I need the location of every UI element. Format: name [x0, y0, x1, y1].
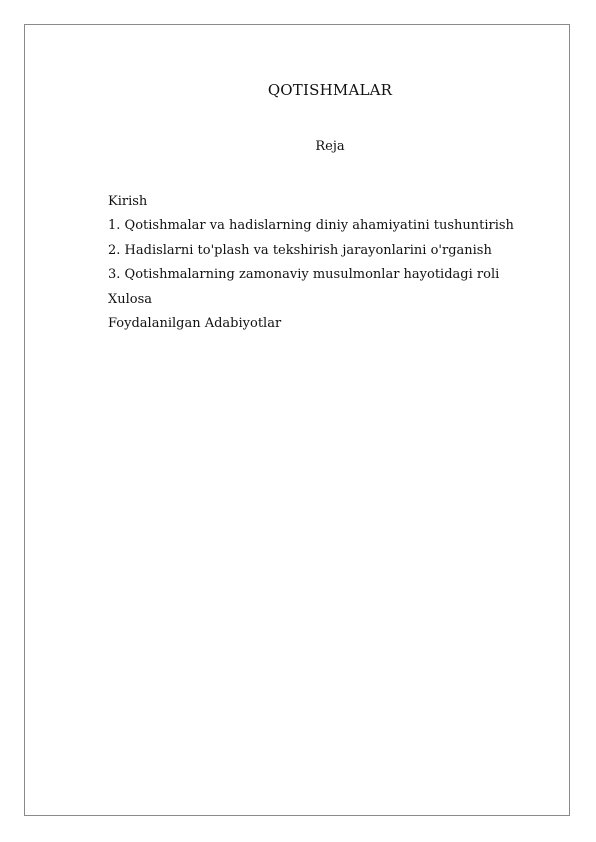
toc-item-conclusion: Xulosa	[108, 291, 153, 307]
document-title: QOTISHMALAR	[267, 81, 393, 99]
toc-item-chapter-3: 3. Qotishmalarning zamonaviy musulmonlar hayotidagi roli	[108, 267, 500, 283]
toc-item-chapter-2: 2. Hadislarni to'plash va tekshirish jarayonlarini o'rganish	[108, 242, 492, 258]
toc-item-references: Foydalanilgan Adabiyotlar	[108, 315, 282, 331]
toc-item-intro: Kirish	[108, 194, 148, 209]
table-of-contents	[108, 193, 514, 339]
document-subtitle: Reja	[315, 139, 345, 154]
toc-item-chapter-1: 1. Qotishmalar va hadislarning diniy ahamiyatini tushuntirish	[108, 218, 514, 234]
